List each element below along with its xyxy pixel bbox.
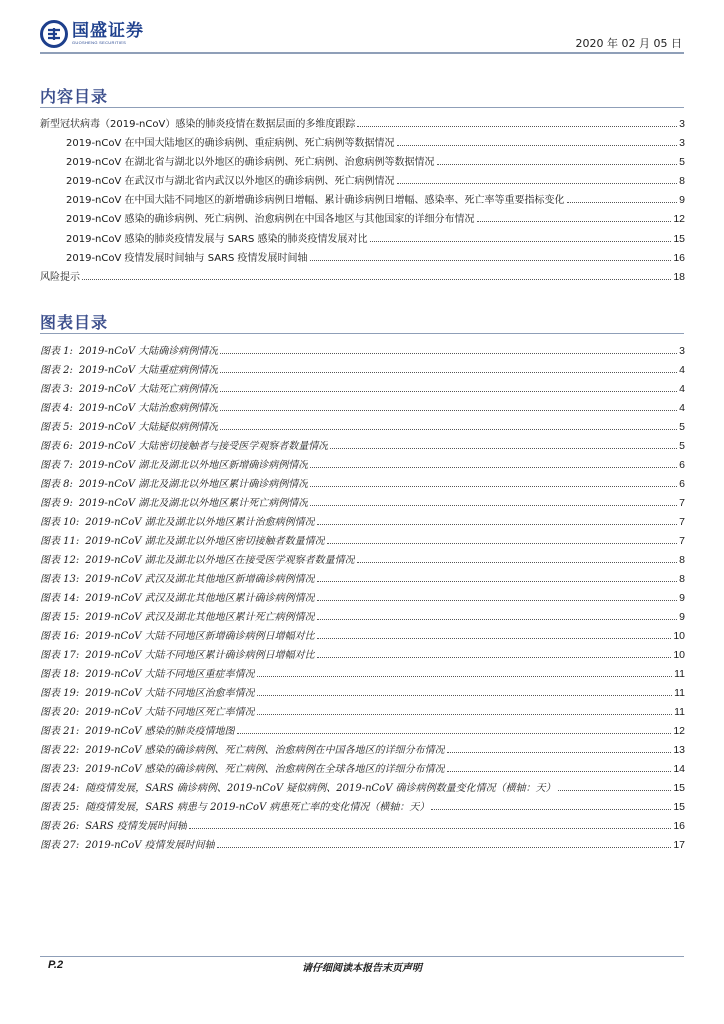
dot-leader — [189, 828, 671, 829]
figure-entry-label: 图表 16: — [40, 631, 80, 643]
figure-entry[interactable] — [40, 589, 685, 608]
figure-entry-page: 12 — [673, 725, 685, 738]
dot-leader — [257, 676, 672, 677]
figure-entry-title: 2019-nCoV 大陆不同地区新增确诊病例日增幅对比 — [85, 631, 315, 643]
dot-leader — [370, 241, 672, 242]
page-number: P.2 — [48, 959, 64, 971]
figure-entry[interactable] — [40, 665, 685, 684]
dot-leader — [317, 619, 678, 620]
figure-entry-page: 15 — [673, 782, 685, 795]
figures-title-divider — [40, 333, 684, 334]
figure-entry[interactable] — [40, 836, 685, 855]
dot-leader — [357, 126, 677, 127]
figures-title: 图表目录 — [40, 313, 109, 332]
toc-entry-title: 2019-nCoV 疫情发展时间轴与 SARS 疫情发展时间轴 — [66, 252, 308, 264]
figure-entry-page: 6 — [679, 459, 685, 472]
dot-leader — [357, 562, 678, 563]
figure-entry-page: 3 — [679, 345, 685, 357]
figure-entry-label: 图表 13: — [40, 574, 80, 586]
figure-entry-title: 2019-nCoV 大陆重症病例情况 — [78, 365, 219, 377]
table-of-contents — [40, 115, 685, 287]
toc-entry-title: 2019-nCoV 在中国大陆不同地区的新增确诊病例日增幅、累计确诊病例日增幅、感染率、死亡率等重要指标变化 — [66, 195, 565, 207]
toc-entry[interactable] — [40, 172, 685, 191]
dot-leader — [310, 467, 677, 468]
toc-entry[interactable] — [40, 230, 685, 249]
report-date: 2020 年 02 月 05 日 — [575, 37, 682, 50]
figure-entry-page: 16 — [673, 820, 685, 833]
figure-entry[interactable] — [40, 646, 685, 665]
dot-leader — [310, 505, 677, 506]
figure-entry-title: 2019-nCoV 感染的确诊病例、死亡病例、治愈病例在中国各地区的详细分布情况 — [85, 745, 445, 757]
figure-entry[interactable] — [40, 608, 685, 627]
dot-leader — [220, 372, 677, 373]
toc-entry[interactable] — [40, 191, 685, 210]
figure-entry-label: 图表 18: — [40, 669, 80, 681]
dot-leader — [447, 752, 672, 753]
figure-entry[interactable] — [40, 475, 685, 494]
figure-entry[interactable] — [40, 513, 685, 532]
figure-entry-page: 7 — [679, 497, 685, 510]
figure-entry-label: 图表 4: — [40, 403, 73, 415]
dot-leader — [317, 581, 678, 582]
toc-entry[interactable] — [40, 249, 685, 268]
figure-entry[interactable] — [40, 361, 685, 380]
toc-entry[interactable] — [40, 153, 685, 172]
toc-entry-page: 3 — [679, 137, 685, 150]
figure-entry-title: 2019-nCoV 湖北及湖北以外地区密切接触者数量情况 — [85, 536, 325, 548]
figure-entry-title: 2019-nCoV 感染的肺炎疫情地图 — [85, 726, 235, 738]
figure-entry-title: 2019-nCoV 湖北及湖北以外地区累计死亡病例情况 — [78, 498, 309, 510]
figure-entry-page: 17 — [673, 839, 685, 852]
figure-entry-label: 图表 12: — [40, 555, 80, 567]
dot-leader — [220, 391, 677, 392]
figure-entry-page: 13 — [673, 744, 685, 757]
figure-entry[interactable] — [40, 456, 685, 475]
figure-entry-page: 11 — [674, 668, 685, 681]
figure-entry-title: 2019-nCoV 大陆确诊病例情况 — [78, 346, 219, 357]
figure-entry[interactable] — [40, 342, 685, 361]
dot-leader — [257, 714, 672, 715]
figure-entry[interactable] — [40, 722, 685, 741]
toc-entry-title: 2019-nCoV 在武汉市与湖北省内武汉以外地区的确诊病例、死亡病例情况 — [66, 176, 395, 188]
figure-entry-label: 图表 21: — [40, 726, 80, 738]
figure-entry-label: 图表 17: — [40, 650, 80, 662]
toc-entry-page: 5 — [679, 156, 685, 169]
dot-leader — [317, 657, 672, 658]
figure-entry[interactable] — [40, 684, 685, 703]
figure-entry-page: 9 — [679, 611, 685, 624]
figure-entry-label: 图表 26: — [40, 821, 80, 833]
figure-entry-label: 图表 22: — [40, 745, 80, 757]
toc-entry-title: 2019-nCoV 在中国大陆地区的确诊病例、重症病例、死亡病例等数据情况 — [66, 138, 395, 150]
figure-entry-label: 图表 9: — [40, 498, 73, 510]
figure-entry-title: 2019-nCoV 武汉及湖北其他地区新增确诊病例情况 — [85, 574, 315, 586]
figure-entry-page: 5 — [679, 421, 685, 434]
toc-title-divider — [40, 107, 684, 108]
figure-entry-title: 2019-nCoV 湖北及湖北以外地区累计确诊病例情况 — [78, 479, 309, 491]
figure-entry-title: 2019-nCoV 湖北及湖北以外地区累计治愈病例情况 — [85, 517, 315, 529]
toc-entry-title: 2019-nCoV 感染的确诊病例、死亡病例、治愈病例在中国各地区与其他国家的详细分布情况 — [66, 214, 475, 226]
figure-entry[interactable] — [40, 817, 685, 836]
figure-entry-label: 图表 3: — [40, 384, 73, 396]
figure-entry-page: 4 — [679, 402, 685, 415]
dot-leader — [437, 164, 678, 165]
dot-leader — [317, 524, 678, 525]
figure-entry-title: 随疫情发展，SARS 确诊病例、2019-nCoV 疑似病例、2019-nCoV 确诊病例数量变化情况（横轴：天） — [85, 783, 556, 795]
company-logo — [40, 20, 144, 48]
footer-divider — [40, 956, 684, 957]
figure-entry-title: 2019-nCoV 疫情发展时间轴 — [85, 840, 215, 852]
guosheng-logo-icon — [40, 20, 68, 48]
dot-leader — [431, 809, 671, 810]
figure-entry[interactable] — [40, 570, 685, 589]
toc-entry[interactable] — [40, 210, 685, 229]
figure-entry-page: 14 — [673, 763, 685, 776]
figure-entry-title: 2019-nCoV 感染的确诊病例、死亡病例、治愈病例在全球各地区的详细分布情况 — [85, 764, 445, 776]
dot-leader — [310, 486, 677, 487]
figure-entry-label: 图表 20: — [40, 707, 80, 719]
dot-leader — [567, 202, 678, 203]
figure-entry-title: 2019-nCoV 大陆不同地区重症率情况 — [85, 669, 255, 681]
figure-entry[interactable] — [40, 494, 685, 513]
figure-entry-page: 10 — [673, 649, 685, 662]
figure-entry-page: 7 — [679, 516, 685, 529]
figure-entry-label: 图表 19: — [40, 688, 80, 700]
header-divider — [40, 52, 684, 54]
figure-entry[interactable] — [40, 798, 685, 817]
figure-entry[interactable] — [40, 551, 685, 570]
figure-entry-label: 图表 2: — [40, 365, 73, 377]
list-of-figures — [40, 342, 685, 855]
figure-entry-page: 4 — [679, 383, 685, 396]
figure-entry-label: 图表 24: — [40, 783, 80, 795]
dot-leader — [220, 429, 677, 430]
figure-entry[interactable] — [40, 741, 685, 760]
dot-leader — [558, 790, 672, 791]
dot-leader — [310, 260, 672, 261]
toc-entry-page: 8 — [679, 175, 685, 188]
figure-entry-page: 8 — [679, 554, 685, 567]
figure-entry-title: 2019-nCoV 大陆密切接触者与接受医学观察者数量情况 — [78, 441, 329, 453]
figure-entry-label: 图表 15: — [40, 612, 80, 624]
toc-entry[interactable] — [40, 115, 685, 134]
figure-entry-label: 图表 27: — [40, 840, 80, 852]
toc-title: 内容目录 — [40, 87, 109, 106]
figure-entry-label: 图表 14: — [40, 593, 80, 605]
figure-entry-label: 图表 8: — [40, 479, 73, 491]
figure-entry-label: 图表 11: — [40, 536, 80, 548]
figure-entry-label: 图表 25: — [40, 802, 80, 814]
figure-entry-title: 2019-nCoV 湖北及湖北以外地区在接受医学观察者数量情况 — [85, 555, 355, 567]
figure-entry-page: 11 — [674, 706, 685, 719]
dot-leader — [257, 695, 672, 696]
figure-entry-page: 9 — [679, 592, 685, 605]
figure-entry[interactable] — [40, 703, 685, 722]
figure-entry-label: 图表 5: — [40, 422, 73, 434]
dot-leader — [220, 353, 677, 354]
toc-entry-page: 9 — [679, 194, 685, 207]
dot-leader — [327, 543, 678, 544]
figure-entry-title: 随疫情发展，SARS 病患与 2019-nCoV 病患死亡率的变化情况（横轴：天） — [85, 802, 430, 814]
dot-leader — [317, 600, 678, 601]
figure-entry-page: 7 — [679, 535, 685, 548]
figure-entry-label: 图表 1: — [40, 346, 73, 357]
dot-leader — [317, 638, 672, 639]
figure-entry[interactable] — [40, 760, 685, 779]
figure-entry-page: 4 — [679, 364, 685, 377]
figure-entry-page: 10 — [673, 630, 685, 643]
figure-entry-page: 8 — [679, 573, 685, 586]
figure-entry-label: 图表 6: — [40, 441, 73, 453]
figure-entry-title: 2019-nCoV 大陆不同地区死亡率情况 — [85, 707, 255, 719]
figure-entry-page: 15 — [673, 801, 685, 814]
page-header — [0, 0, 724, 60]
figure-entry-title: SARS 疫情发展时间轴 — [85, 821, 187, 833]
figure-entry-title: 2019-nCoV 大陆治愈病例情况 — [78, 403, 219, 415]
toc-entry[interactable] — [40, 268, 685, 287]
figure-entry-title: 2019-nCoV 武汉及湖北其他地区累计确诊病例情况 — [85, 593, 315, 605]
figure-entry-title: 2019-nCoV 大陆不同地区治愈率情况 — [85, 688, 255, 700]
figure-entry[interactable] — [40, 532, 685, 551]
dot-leader — [220, 410, 677, 411]
figure-entry-title: 2019-nCoV 湖北及湖北以外地区新增确诊病例情况 — [78, 460, 309, 472]
figure-entry[interactable] — [40, 399, 685, 418]
toc-entry-page: 15 — [673, 232, 685, 245]
dot-leader — [397, 183, 678, 184]
dot-leader — [447, 771, 672, 772]
figure-entry-title: 2019-nCoV 大陆不同地区累计确诊病例日增幅对比 — [85, 650, 315, 662]
dot-leader — [217, 847, 672, 848]
dot-leader — [330, 448, 677, 449]
toc-entry-page: 18 — [673, 270, 685, 283]
figure-entry-label: 图表 10: — [40, 517, 80, 529]
toc-entry[interactable] — [40, 134, 685, 153]
dot-leader — [82, 279, 671, 280]
dot-leader — [397, 145, 678, 146]
toc-entry-title: 新型冠状病毒（2019-nCoV）感染的肺炎疫情在数据层面的多维度跟踪 — [40, 119, 356, 130]
figure-entry[interactable] — [40, 418, 685, 437]
figure-entry-title: 2019-nCoV 武汉及湖北其他地区累计死亡病例情况 — [85, 612, 315, 624]
logo-chinese-name: 国盛证券 — [72, 21, 144, 41]
figure-entry-title: 2019-nCoV 大陆死亡病例情况 — [78, 384, 219, 396]
figure-entry-page: 11 — [674, 687, 685, 700]
dot-leader — [237, 733, 672, 734]
figure-entry[interactable] — [40, 437, 685, 456]
toc-entry-page: 12 — [673, 213, 685, 226]
toc-entry-page: 16 — [673, 251, 685, 264]
disclaimer-note: 请仔细阅读本报告末页声明 — [302, 963, 422, 974]
figure-entry[interactable] — [40, 627, 685, 646]
figure-entry-title: 2019-nCoV 大陆疑似病例情况 — [78, 422, 219, 434]
figure-entry-page: 5 — [679, 440, 685, 453]
figure-entry-label: 图表 7: — [40, 460, 73, 472]
toc-entry-title: 风险提示 — [40, 271, 80, 283]
logo-english-name: GUOSHENG SECURITIES — [72, 40, 127, 45]
figure-entry[interactable] — [40, 779, 685, 798]
figure-entry[interactable] — [40, 380, 685, 399]
dot-leader — [477, 221, 672, 222]
figure-entry-label: 图表 23: — [40, 764, 80, 776]
toc-entry-title: 2019-nCoV 感染的肺炎疫情发展与 SARS 感染的肺炎疫情发展对比 — [66, 233, 368, 245]
toc-entry-title: 2019-nCoV 在湖北省与湖北以外地区的确诊病例、死亡病例、治愈病例等数据情况 — [66, 157, 435, 169]
toc-entry-page: 3 — [679, 118, 685, 130]
figure-entry-page: 6 — [679, 478, 685, 491]
